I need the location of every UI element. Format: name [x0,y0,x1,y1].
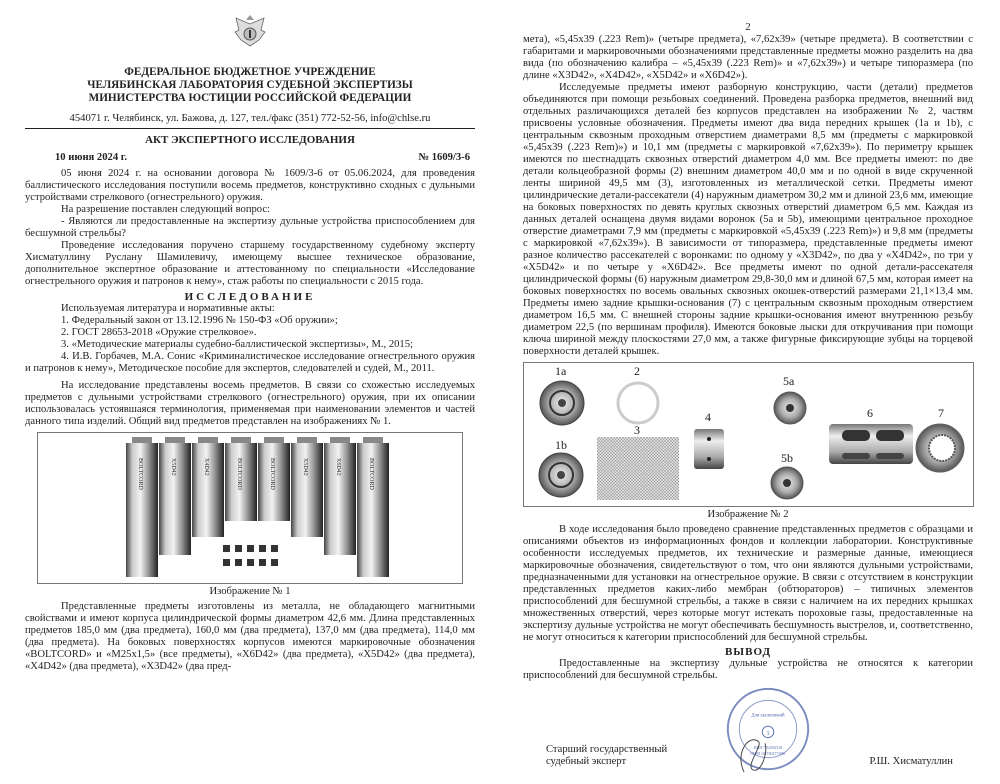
part-label: 7 [938,406,944,420]
muzzle-device [291,437,323,537]
org-line: МИНИСТЕРСТВА ЮСТИЦИИ РОССИЙСКОЙ ФЕДЕРАЦИИ [88,92,412,104]
muzzle-device [192,437,224,537]
header-rule [25,128,475,129]
document-title: АКТ ЭКСПЕРТНОГО ИССЛЕДОВАНИЯ [145,134,355,146]
part-label: 1b [555,438,567,452]
description-section [25,601,475,673]
muzzle-device [357,437,389,577]
marking-text: BOLTCORD [269,458,275,490]
marking-text: X5D42 [170,458,176,476]
document-date: 10 июня 2024 г. [55,152,128,163]
paragraph: Проведение исследования поручено старшему государственному судебному эксперту Хисматуллину Руслану Шамилевичу, имеющему высшее техническое образование, дополнительное экспертное образование и аттестованному по специальности «Исследование огнестрельного оружия и патронов к нему», стаж работы по специальности с 2015 года. [25,240,475,287]
small-part [271,559,278,566]
small-part [259,559,266,566]
part-label: 2 [634,364,640,378]
part-6-baffle [829,424,913,464]
part-label: 3 [634,423,640,437]
paragraph: мета), «5,45x39 (.223 Rem)» (четыре предмета), «7,62x39» (четыре предмета). В соответствии с габаритами и маркировочными обозначениями представленные предметы можно разделить на два вида (по обозначению калибра – «5,45x39 (.223 Rem)» и «7,62x39») и четыре типоразмера (по длине «X3D42», «X4D42», «X5D42» и «X6D42»). [523,34,973,81]
page-2 [500,0,1000,784]
part-label: 6 [867,406,873,420]
part-label: 5a [783,374,795,388]
marking-text: BOLTCORD [368,458,374,490]
part-3-mesh-roll [597,437,679,500]
paragraph: Представленные предметы изготовлены из металла, не обладающего магнитными свойствами и имеют корпуса цилиндрической формы диаметром 42,6 мм. Длина представленных предметов 185,0 мм (два предмета), 160,0 мм (два предмета), 137,0 мм (два предмета), 114,0 мм (два предмета). На боковых поверхностях корпусов имеются маркировочные обозначения «BOLTCORD» и «M25x1,5» (все предметы), «X6D42» (два предмета), «X5D42» (два предмета), «X4D42» (два предмета), «X3D42» (два пред- [25,601,475,672]
small-part [223,545,230,552]
part-label: 1a [555,364,567,378]
marking-text: X6D42 [335,458,341,476]
part-5a-cone [774,392,806,424]
muzzle-device [159,437,191,555]
signature-block [523,686,973,774]
small-part [223,559,230,566]
small-part [247,545,254,552]
small-part [247,559,254,566]
small-part [259,545,266,552]
paragraph: Исследуемые предметы имеют разборную конструкцию, части (детали) предметов объединяются при помощи резьбовых соединений. Проведена разборка предметов, внешний вид отдельных различающихся деталей без корпусов представлен на изображении № 2, частям присвоены условные обозначения. Предметы имеют два вида передних крышек (1a и 1b), с центральным сквозным проходным отверстием диаметрами 8,5 мм (предметы с маркировкой «5,45x39 (.223 Rem)») и 10,1 мм (предметы с маркировкой «7,62x39»). По периметру крышек имеются по шестнадцать сквозных отверстий диаметром 4,0 мм. Все предметы имеют: по две детали кольцеобразной формы (2) внешним диаметром 40,0 мм и по одной в виде скрученной ленты шириной 49,5 мм (3), изготовленных из металлической сетки. Предметы имеют цилиндрические детали-рассекатели (4) наружным диаметром 30,2 мм и длиной 23,6 мм, имеющие на боковых поверхностях по девять круглых сквозных отверстий диаметром 6,5 мм. Каждая из данных деталей оснащена двумя видами воронок (5a и 5b), имеющими центральное проходное отверстие диаметрами 7,9 мм (предметы с маркировкой «5,45x39 (.223 Rem)») и 9,8 мм (предметы с маркировкой «7,62x39»). В зависимости от типоразмера, представленные предметы имеют разное количество рассекателей с воронками: по одному у «X3D42», по два у «X4D42», по три у «X5D42» и по четыре у «X6D42». Все предметы имеют по одной детали-рассекателя цилиндрической формы (6) наружным диаметром 29,8-30,0 мм и длиной 67,5 мм, которая имеет на боковых поверхностях по восемь овальных сквозных окошек-отверстий размерами 21,1×13,4 мм. Предметы имею задние крышки-основания (7) с центральным сквозным проходным отверстием диаметром 16,5 мм. С внешней стороны задние крышки-основания имеют внутреннюю резьбу диаметром 22,5 (по вершинам профиля). Имеются боковые лыски для откручивания при помощи ключа шириной между плоскостями 27,0 мм, а также фигурные фиксирующие зубцы на торцевой поверхности деталей крышек. [523,82,973,357]
date-number-row [55,152,470,164]
figure-1 [37,432,463,584]
part-5b-cone [771,467,803,499]
comparison-section [523,524,973,682]
address-line: 454071 г. Челябинск, ул. Бажова, д. 127, тел./факс (351) 772-52-56, info@chlse.ru [69,113,431,124]
stamp-text: ИНН 7452002318 [754,746,783,751]
literature-item: 1. Федеральный закон от 13.12.1996 № 150-ФЗ «Об оружии»; [61,315,338,326]
figure-1-caption: Изображение № 1 [209,586,291,597]
stamp-text: Для заключений [751,713,785,719]
small-part [271,545,278,552]
paragraph: - Являются ли предоставленные на экспертизу дульные устройства приспособлением для бесшумной стрельбы? [25,216,475,239]
stamp-text: ОГРН 1027403771861 [750,751,787,756]
part-1a-front-cap [540,381,584,425]
emblem [25,14,475,56]
page-1 [0,0,500,683]
marking-text: X4D42 [203,458,209,476]
section-heading: ИССЛЕДОВАНИЕ [184,291,316,303]
official-stamp [713,686,823,774]
small-part [235,545,242,552]
literature-item: 3. «Методические материалы судебно-баллистической экспертизы», М., 2015; [61,339,413,350]
construction-section [523,34,973,358]
page-number: 2 [745,22,751,33]
signer-name: Р.Ш. Хисматуллин [869,756,953,767]
paragraph: В ходе исследования было проведено сравнение представленных предметов с образцами и описаниями объектов из информационных фондов и коллекции лаборатории. Конструктивные особенности исследуемых предметов, их технические и размерные данные, имеющиеся маркировочные обозначения, свидетельствуют о том, что они являются дульными устройствами, предназначенными для установки на огнестрельное оружие. В связи с отсутствием в конструкции представленных предметов каких-либо мембран (обтюраторов) – типичных элементов приспособлений для бесшумной стрельбы, а также в связи с наличием на их передних крышках множественных отверстий, через которые могут истекать пороховые газы, предоставленные на экспертизу дульные устройства не могут обеспечивать бесшумность выстрелов, и, соответственно, не могут относиться к категории приспособлений для бесшумной стрельбы. [523,524,973,643]
paragraph: На исследование представлены восемь предметов. В связи со схожестью исследуемых предметов с дульными устройствами стрелкового (огнестрельного) оружия, при их описании использовалась устоявшаяся терминология, применяемая при наименовании элементов и частей данного типа изделий. Общий вид предметов представлен на изображениях № 1. [25,380,475,427]
signer-title-line: судебный эксперт [546,756,627,767]
org-line: ЧЕЛЯБИНСКАЯ ЛАБОРАТОРИЯ СУДЕБНОЙ ЭКСПЕРТИЗЫ [87,79,413,91]
conclusion-heading: ВЫВОД [724,646,772,658]
figure-2 [523,362,974,507]
marking-text: BOLTCORD [137,458,143,490]
cylinders-photo [38,433,462,583]
muzzle-device [324,437,356,555]
marking-text: X5D42 [302,458,308,476]
document-number: № 1609/3-6 [418,152,470,163]
conclusion-text: Предоставленные на экспертизу дульные устройства не относятся к категории приспособлений для бесшумной стрельбы. [523,658,973,681]
part-label: 5b [781,451,793,465]
parts-photo [524,363,973,506]
marking-text: BOLTCORD [236,458,242,490]
stamp-number: 1 [766,729,770,737]
part-2-mesh-ring [618,383,658,423]
emblem-icon [231,14,269,52]
intro-section [25,168,475,428]
signer-title-line: Старший государственный [546,744,668,755]
muzzle-device [225,437,257,521]
muzzle-device [126,437,158,577]
literature-intro: Используемая литература и нормативные акты: [61,303,275,314]
small-part [235,559,242,566]
literature-item: 2. ГОСТ 28653-2018 «Оружие стрелковое». [61,327,257,338]
org-line: ФЕДЕРАЛЬНОЕ БЮДЖЕТНОЕ УЧРЕЖДЕНИЕ [124,66,376,78]
part-4-diffuser [694,429,724,469]
figure-2-caption: Изображение № 2 [707,509,789,520]
part-1b-front-cap [539,453,583,497]
paragraph: На разрешение поставлен следующий вопрос: [61,204,270,215]
literature-item: 4. И.В. Горбачев, М.А. Сонис «Криминалистическое исследование огнестрельного оружия и патронов к нему», Методическое пособие для экспертов, следователей и судей, М., 2011. [25,351,475,374]
signer-title [546,744,667,768]
muzzle-device [258,437,290,521]
organization-header [25,66,475,105]
part-7-rear-cap [916,424,964,472]
part-label: 4 [705,410,711,424]
paragraph: 05 июня 2024 г. на основании договора № 1609/3-6 от 05.06.2024, для проведения баллистического исследования поступили восемь предметов, конструктивно сходных с дульными устройствами стрелкового (огнестрельного) оружия. [25,168,475,203]
